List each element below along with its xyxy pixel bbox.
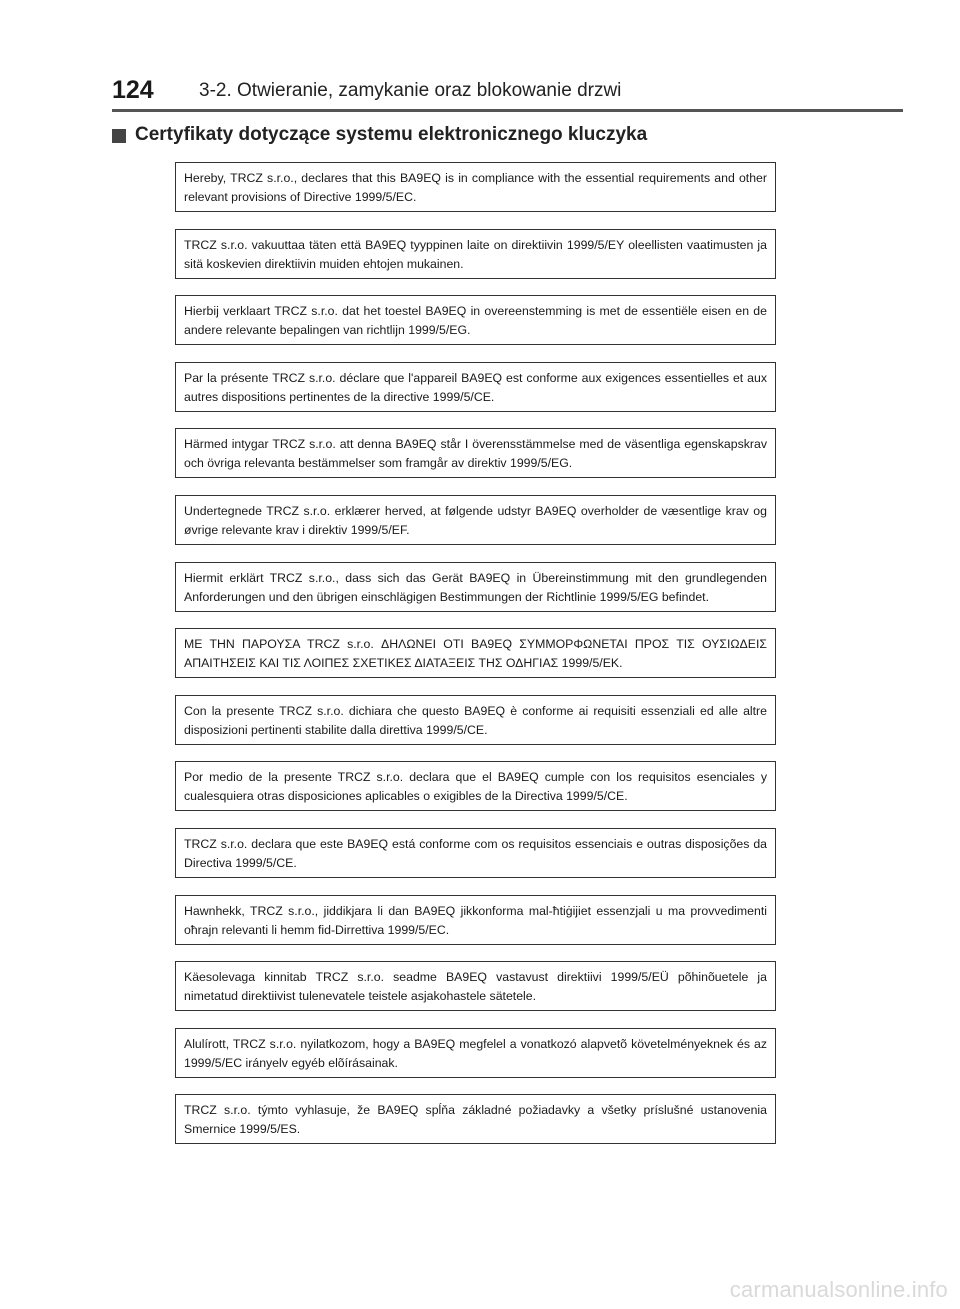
declaration-finnish: TRCZ s.r.o. vakuuttaa täten että BA9EQ tyyppinen laite on direktiivin 1999/5/EY oleellisten vaatimusten ja sitä koskevien direktiivin muiden ehtojen mukainen. xyxy=(175,229,776,279)
declaration-german: Hiermit erklärt TRCZ s.r.o., dass sich das Gerät BA9EQ in Übereinstimmung mit den grundlegenden Anforderungen und den übrigen einschlägigen Bestimmungen der Richtlinie 1999/5/EG befindet. xyxy=(175,562,776,612)
declaration-maltese: Hawnhekk, TRCZ s.r.o., jiddikjara li dan BA9EQ jikkonforma mal-ħtiġijiet essenzjali u ma provvedimenti oħrajn relevanti li hemm fid-Dirrettiva 1999/5/EC. xyxy=(175,895,776,945)
square-bullet-icon xyxy=(112,129,126,143)
declaration-english: Hereby, TRCZ s.r.o., declares that this BA9EQ is in compliance with the essential requirements and other relevant provisions of Directive 1999/5/EC. xyxy=(175,162,776,212)
section-title: 3-2. Otwieranie, zamykanie oraz blokowanie drzwi xyxy=(199,80,622,101)
declaration-greek: ΜΕ ΤΗΝ ΠΑΡΟΥΣΑ TRCZ s.r.o. ΔΗΛΩΝΕΙ ΟΤΙ BA9EQ ΣΥΜΜΟΡΦΩΝΕΤΑΙ ΠΡΟΣ ΤΙΣ ΟΥΣΙΩΔΕΙΣ ΑΠΑΙΤΗΣΕΙΣ ΚΑΙ ΤΙΣ ΛΟΙΠΕΣ ΣΧΕΤΙΚΕΣ ΔΙΑΤΑΞΕΙΣ ΤΗΣ ΟΔΗΓΙΑΣ 1999/5/ΕΚ. xyxy=(175,628,776,678)
declaration-slovak: TRCZ s.r.o. týmto vyhlasuje, že BA9EQ spĺňa základné požiadavky a všetky príslušné ustanovenia Smernice 1999/5/ES. xyxy=(175,1094,776,1144)
declaration-french: Par la présente TRCZ s.r.o. déclare que l'appareil BA9EQ est conforme aux exigences essentielles et aux autres dispositions pertinentes de la directive 1999/5/CE. xyxy=(175,362,776,412)
declaration-dutch: Hierbij verklaart TRCZ s.r.o. dat het toestel BA9EQ in overeenstemming is met de essentiële eisen en de andere relevante bepalingen van richtlijn 1999/5/EG. xyxy=(175,295,776,345)
declaration-danish: Undertegnede TRCZ s.r.o. erklærer herved, at følgende udstyr BA9EQ overholder de væsentlige krav og øvrige relevante krav i direktiv 1999/5/EF. xyxy=(175,495,776,545)
declaration-estonian: Käesolevaga kinnitab TRCZ s.r.o. seadme BA9EQ vastavust direktiivi 1999/5/EÜ põhinõuetele ja nimetatud direktiivist tulenevatele teistele asjakohastele sätetele. xyxy=(175,961,776,1011)
subheading-text: Certyfikaty dotyczące systemu elektronicznego kluczyka xyxy=(135,124,648,145)
declaration-spanish: Por medio de la presente TRCZ s.r.o. declara que el BA9EQ cumple con los requisitos esenciales y cualesquiera otras disposiciones aplicables o exigibles de la Directiva 1999/5/CE. xyxy=(175,761,776,811)
watermark: carmanualsonline.info xyxy=(729,1277,948,1302)
declarations-list xyxy=(175,162,776,1161)
declaration-swedish: Härmed intygar TRCZ s.r.o. att denna BA9EQ står I överensstämmelse med de väsentliga egenskapskrav och övriga relevanta bestämmelser som framgår av direktiv 1999/5/EG. xyxy=(175,428,776,478)
page-number: 124 xyxy=(112,76,154,104)
declaration-portuguese: TRCZ s.r.o. declara que este BA9EQ está conforme com os requisitos essenciais e outras disposições da Directiva 1999/5/CE. xyxy=(175,828,776,878)
header-divider xyxy=(112,109,903,112)
declaration-hungarian: Alulírott, TRCZ s.r.o. nyilatkozom, hogy a BA9EQ megfelel a vonatkozó alapvetõ követelményeknek és az 1999/5/EC irányelv egyéb elõírásainak. xyxy=(175,1028,776,1078)
page-header xyxy=(0,0,960,110)
subheading xyxy=(112,122,647,148)
declaration-italian: Con la presente TRCZ s.r.o. dichiara che questo BA9EQ è conforme ai requisiti essenziali ed alle altre disposizioni pertinenti stabilite dalla direttiva 1999/5/CE. xyxy=(175,695,776,745)
